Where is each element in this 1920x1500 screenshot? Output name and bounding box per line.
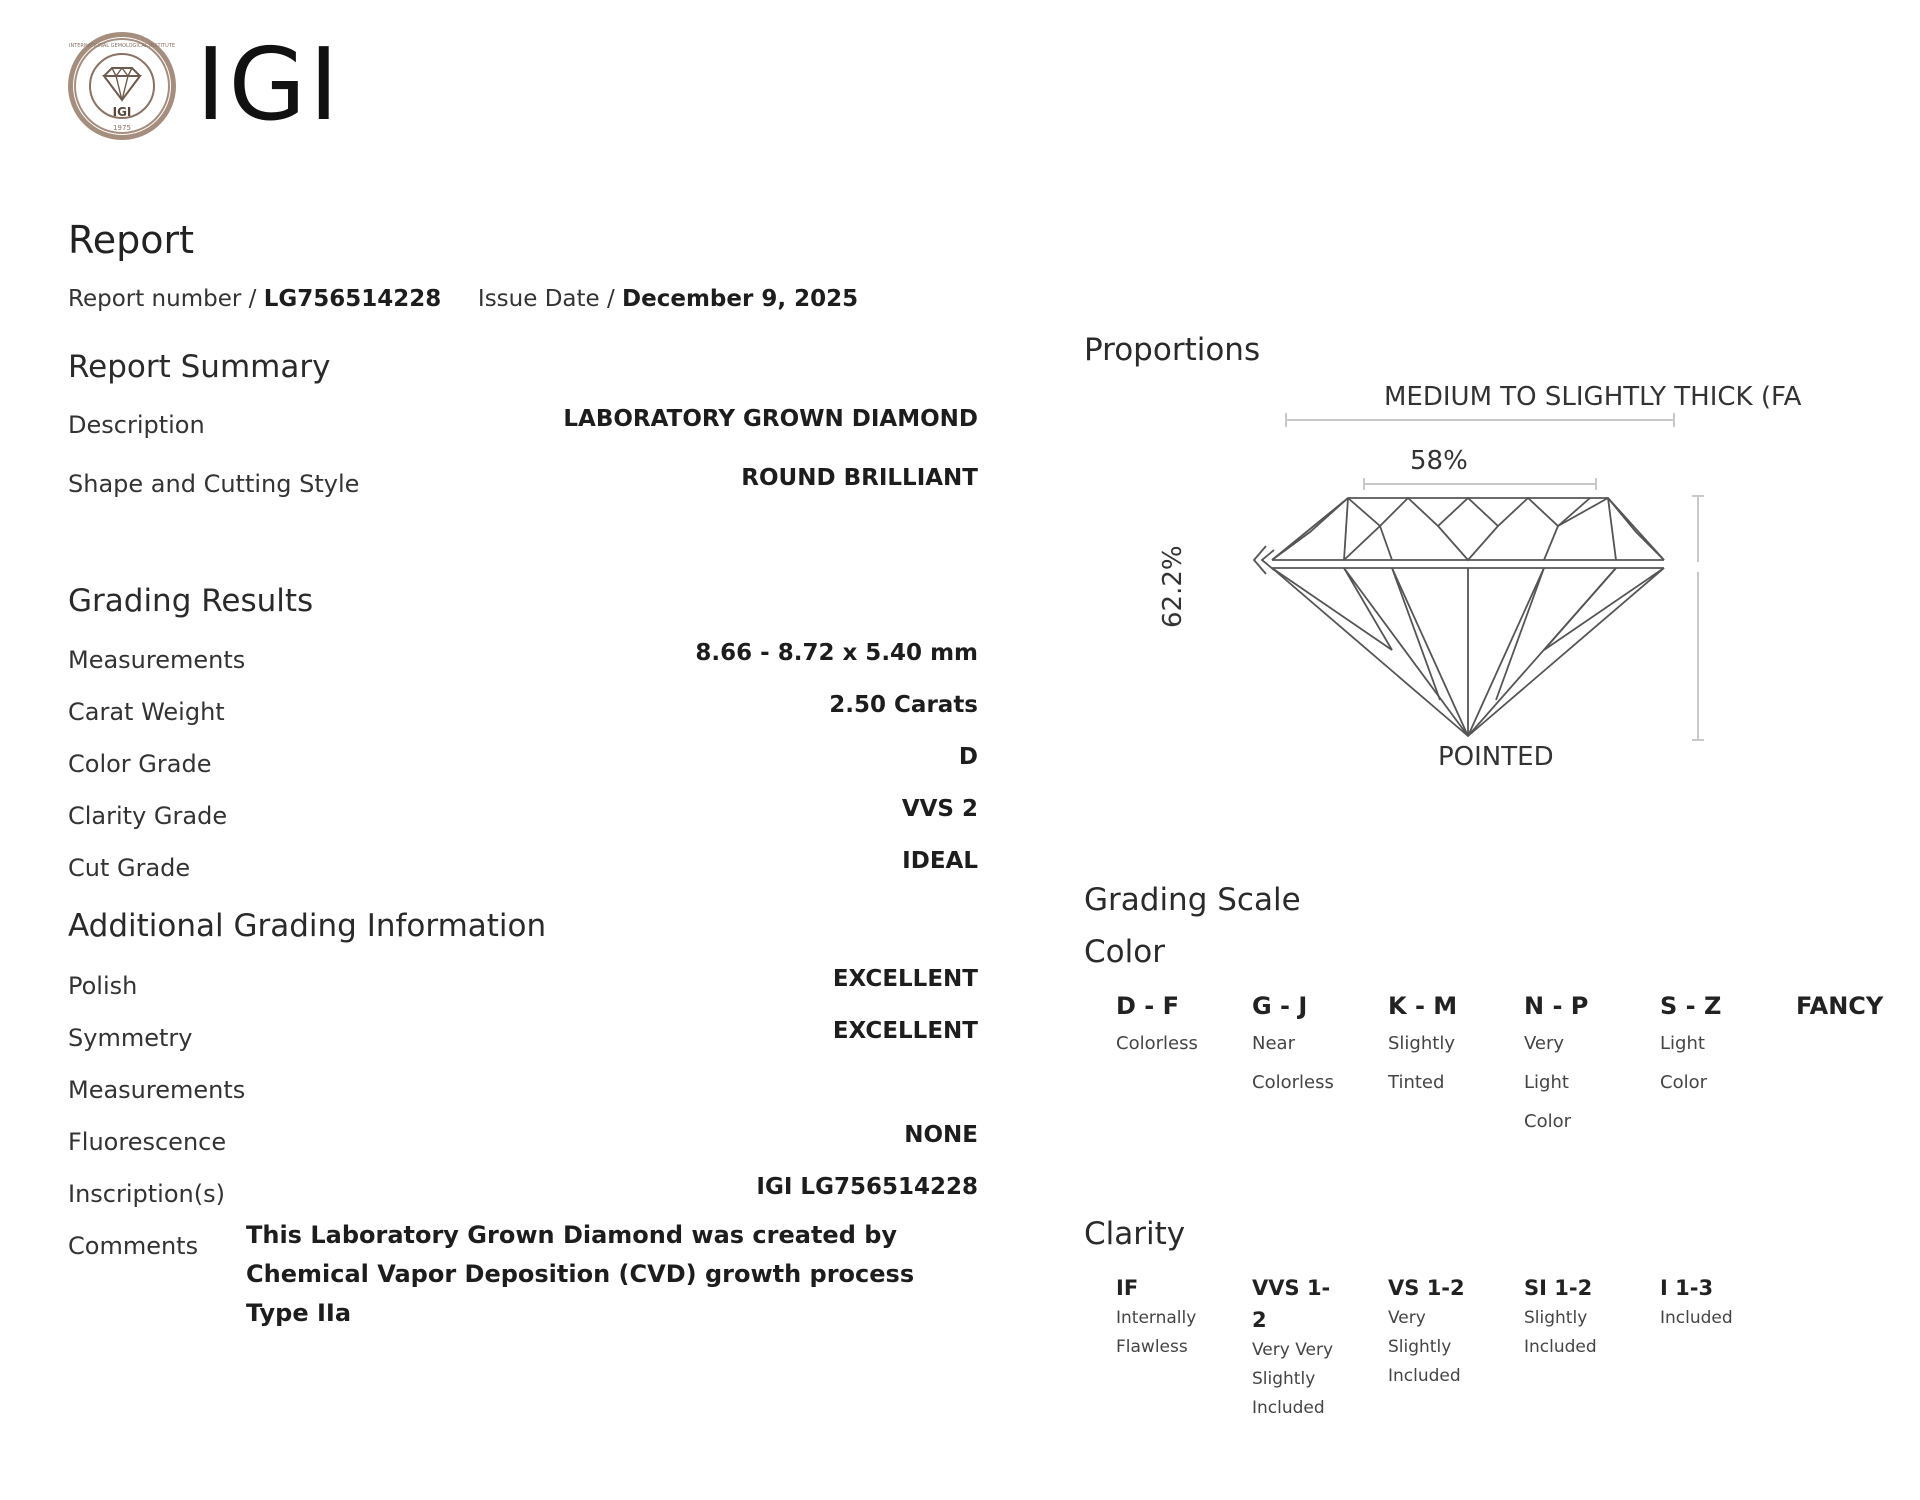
color-grade-range: S - Z <box>1660 992 1722 1020</box>
clarity-grade-desc: Included <box>1660 1308 1733 1328</box>
color-grade-desc: Color <box>1660 1072 1707 1093</box>
description-value: LABORATORY GROWN DIAMOND <box>563 406 978 432</box>
color-scale-n-p <box>1524 992 1588 1141</box>
symmetry-value: EXCELLENT <box>832 1018 978 1044</box>
report-number-value: LG756514228 <box>263 286 442 312</box>
measurements-label: Measurements <box>68 646 246 674</box>
color-grade-desc: Very <box>1524 1033 1565 1054</box>
seal-ring-text: INTERNATIONAL GEMOLOGICAL INSTITUTE <box>69 43 175 49</box>
clarity-grade-range: I 1-3 <box>1660 1276 1714 1300</box>
depth-percent-label: 62.2% <box>1158 545 1188 628</box>
report-title: Report <box>68 218 194 262</box>
grading-results-heading: Grading Results <box>68 583 314 619</box>
polish-label: Polish <box>68 972 138 1000</box>
color-grade-range: N - P <box>1524 992 1589 1020</box>
clarity-grade-range: SI 1-2 <box>1524 1276 1593 1300</box>
additional-grading-heading: Additional Grading Information <box>68 908 547 944</box>
clarity-scale-heading: Clarity <box>1084 1216 1186 1252</box>
color-grade-label: Color Grade <box>68 750 212 778</box>
comments-label: Comments <box>68 1232 199 1260</box>
polish-value: EXCELLENT <box>832 966 978 992</box>
color-grade-desc: Colorless <box>1116 1033 1198 1054</box>
report-meta <box>68 286 858 312</box>
issue-date-label: Issue Date / <box>477 286 615 312</box>
carat-weight-label: Carat Weight <box>68 698 225 726</box>
color-scale-fancy <box>1796 992 1883 1020</box>
color-scale-heading: Color <box>1084 934 1165 970</box>
color-grade-range: D - F <box>1116 992 1179 1020</box>
color-scale-s-z <box>1660 992 1721 1102</box>
igi-seal-logo <box>66 30 178 142</box>
clarity-grade-desc: Slightly Included <box>1524 1308 1597 1357</box>
color-grade-desc: Slightly <box>1388 1033 1455 1054</box>
color-grade-desc: Tinted <box>1388 1072 1445 1093</box>
clarity-scale-si <box>1524 1272 1614 1362</box>
color-grade-desc: Color <box>1524 1111 1571 1132</box>
clarity-grade-value: VVS 2 <box>901 796 978 822</box>
clarity-scale-vs <box>1388 1272 1478 1391</box>
report-number-label: Report number / <box>68 286 257 312</box>
comments-value: This Laboratory Grown Diamond was created by Chemical Vapor Deposition (CVD) growth process Type IIa <box>246 1221 915 1327</box>
clarity-grade-desc: Internally Flawless <box>1116 1308 1197 1357</box>
color-grade-desc: Near <box>1252 1033 1295 1054</box>
color-grade-range: FANCY <box>1796 992 1884 1020</box>
description-label: Description <box>68 411 205 439</box>
color-grade-desc: Colorless <box>1252 1072 1334 1093</box>
fluorescence-value: NONE <box>904 1122 978 1148</box>
symmetry-label: Symmetry <box>68 1024 193 1052</box>
issue-date-value: December 9, 2025 <box>622 286 859 312</box>
report-summary-heading: Report Summary <box>68 349 331 385</box>
girdle-label: MEDIUM TO SLIGHTLY THICK (FA <box>1384 382 1802 412</box>
color-grade-desc: Light <box>1524 1072 1569 1093</box>
clarity-grade-label: Clarity Grade <box>68 802 228 830</box>
culet-label: POINTED <box>1438 742 1554 772</box>
table-percent-label: 58% <box>1410 446 1468 476</box>
color-grade-value: D <box>958 744 978 770</box>
fluorescence-label: Fluorescence <box>68 1128 227 1156</box>
seal-text: IGI <box>112 105 132 119</box>
inscription-label: Inscription(s) <box>68 1180 225 1208</box>
proportions-heading: Proportions <box>1084 332 1261 368</box>
color-scale-g-j <box>1252 992 1334 1102</box>
brand-logo: IGI <box>196 26 342 143</box>
inscription-value: IGI LG756514228 <box>756 1174 978 1200</box>
clarity-scale-i <box>1660 1272 1770 1333</box>
shape-value: ROUND BRILLIANT <box>741 465 978 491</box>
clarity-grade-range: IF <box>1116 1276 1139 1300</box>
grading-scale-heading: Grading Scale <box>1084 882 1301 918</box>
clarity-grade-range: VS 1-2 <box>1388 1276 1465 1300</box>
additional-measurements-label: Measurements <box>68 1076 246 1104</box>
clarity-scale-vvs <box>1252 1272 1336 1423</box>
seal-year: 1975 <box>113 124 131 132</box>
color-grade-range: G - J <box>1252 992 1308 1020</box>
diamond-proportions-diagram <box>1240 400 1720 750</box>
color-scale-k-m <box>1388 992 1457 1102</box>
cut-grade-value: IDEAL <box>902 848 978 874</box>
clarity-grade-desc: Very Slightly Included <box>1388 1308 1461 1386</box>
color-scale-d-f <box>1116 992 1198 1063</box>
color-grade-range: K - M <box>1388 992 1458 1020</box>
shape-label: Shape and Cutting Style <box>68 470 360 498</box>
clarity-scale-if <box>1116 1272 1216 1362</box>
color-grade-desc: Light <box>1660 1033 1705 1054</box>
measurements-value: 8.66 - 8.72 x 5.40 mm <box>695 640 978 666</box>
clarity-grade-desc: Very Very Slightly Included <box>1252 1340 1334 1418</box>
clarity-grade-range: VVS 1-2 <box>1252 1276 1331 1332</box>
cut-grade-label: Cut Grade <box>68 854 191 882</box>
carat-weight-value: 2.50 Carats <box>829 692 978 718</box>
